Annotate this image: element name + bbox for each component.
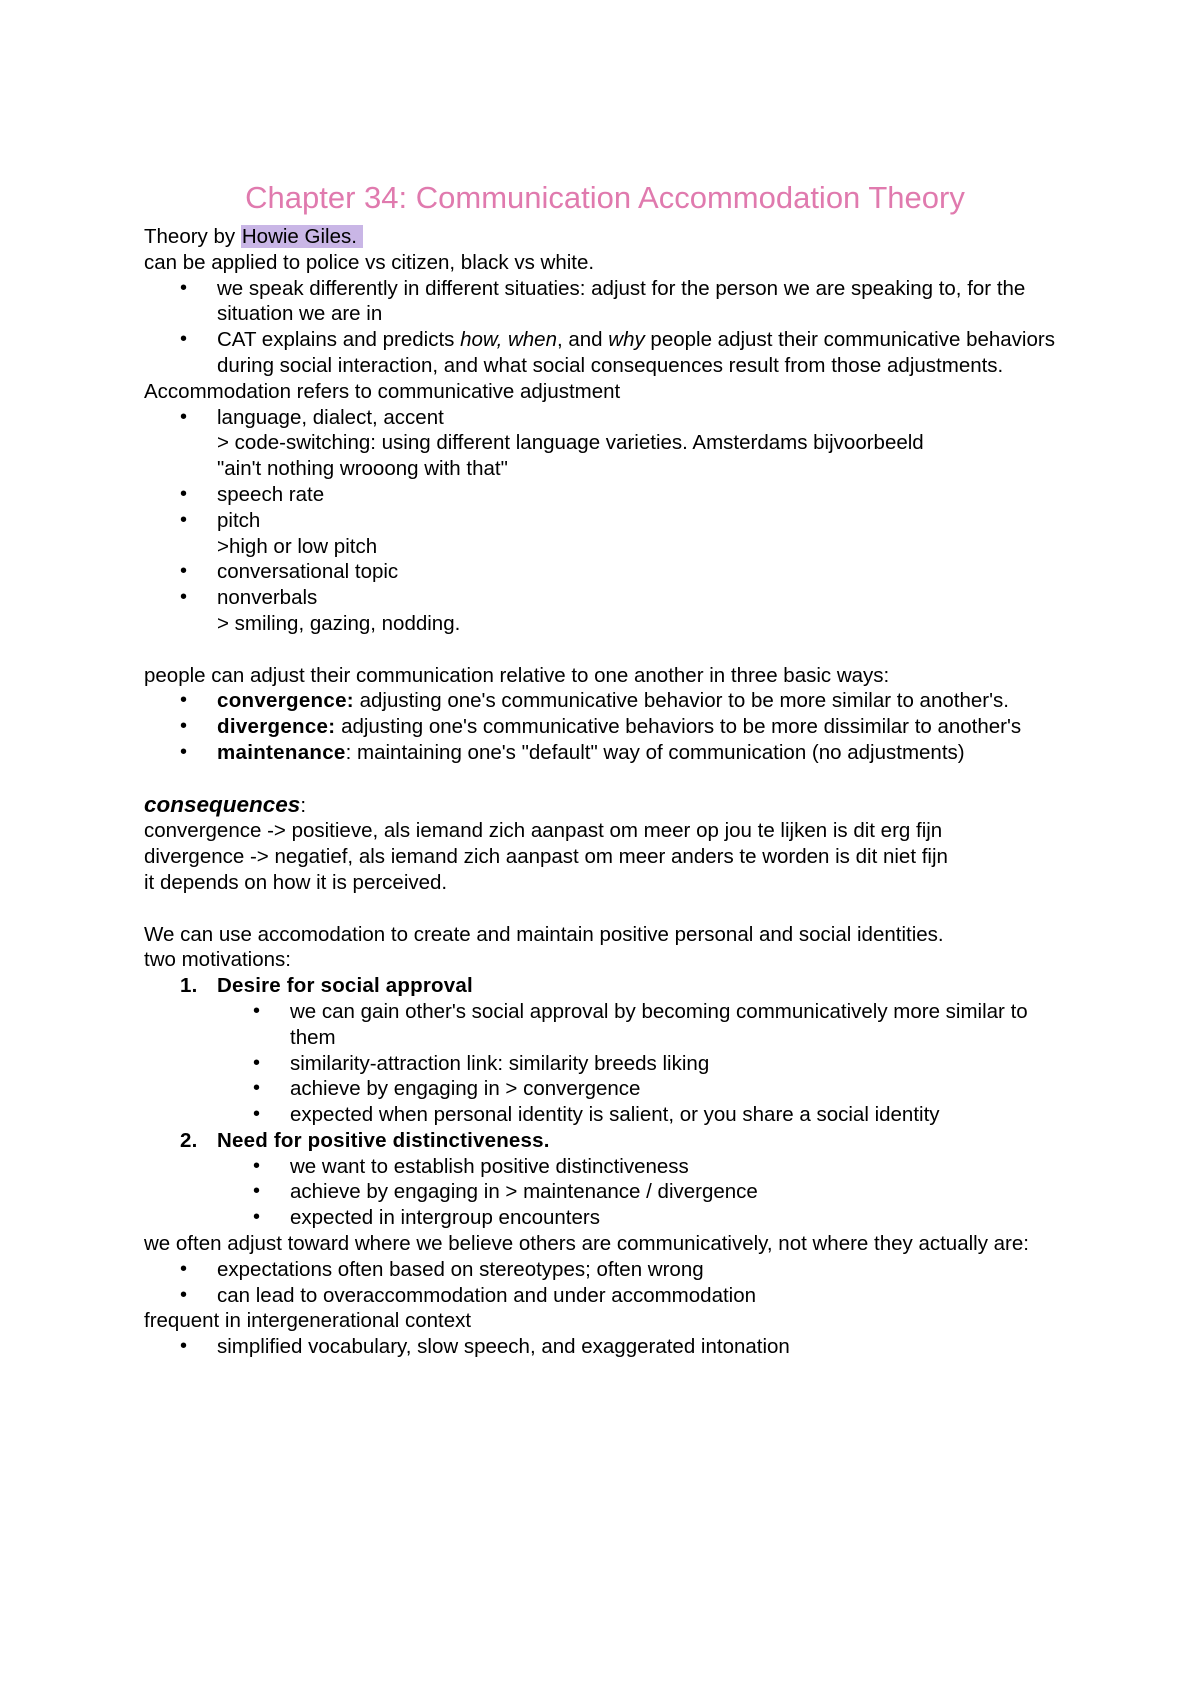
adjust-line: we often adjust toward where we believe others are communicatively, not where they actually are: bbox=[144, 1232, 1029, 1256]
definition: adjusting one's communicative behavior to be more similar to another's. bbox=[353, 689, 1009, 713]
adjust-bullets bbox=[144, 1257, 1074, 1309]
item-label: • speech rate bbox=[217, 482, 325, 506]
list-item: • expectations often based on stereotypes; often wrong bbox=[144, 1257, 1074, 1283]
consequences-heading-line bbox=[144, 792, 1074, 819]
item-note: >high or low pitch bbox=[217, 534, 378, 558]
list-item: • can lead to overaccommodation and under accommodation bbox=[144, 1283, 1074, 1309]
text-run: CAT explains and predicts bbox=[217, 328, 461, 352]
item-note: > smiling, gazing, nodding. bbox=[217, 611, 461, 635]
term: divergence: bbox=[217, 715, 336, 739]
list-item: • we speak differently in different situaties: adjust for the person we are speaking to, for the situation we are in bbox=[144, 276, 1074, 328]
list-item: • achieve by engaging in > convergence bbox=[144, 1076, 1074, 1102]
spacer bbox=[144, 637, 1074, 663]
text-run: people adjust their communicative behaviors during social interaction, and what social consequences result from those adjustments. bbox=[217, 328, 1055, 377]
list-item bbox=[144, 508, 1074, 560]
spacer bbox=[144, 896, 1074, 922]
list-item bbox=[144, 585, 1074, 637]
list-item bbox=[144, 740, 1074, 766]
motivations-list-2 bbox=[144, 1128, 1074, 1154]
list-item bbox=[144, 405, 1074, 482]
frequent-bullets bbox=[144, 1334, 1074, 1360]
document-page bbox=[144, 178, 1074, 1360]
accommodation-list bbox=[144, 405, 1074, 637]
theory-by-label: Theory by bbox=[144, 225, 241, 248]
consequences-heading: consequences bbox=[144, 791, 301, 817]
item-note: > code-switching: using different language varieties. Amsterdams bijvoorbeeld bbox=[217, 431, 924, 455]
list-item bbox=[144, 688, 1074, 714]
text-run: , and bbox=[556, 328, 609, 352]
consequence-line: it depends on how it is perceived. bbox=[144, 870, 448, 894]
definition: : maintaining one's "default" way of communication (no adjustments) bbox=[345, 740, 965, 764]
list-item bbox=[144, 559, 1074, 585]
frequent-line: frequent in intergenerational context bbox=[144, 1309, 472, 1333]
item-number: 2. bbox=[180, 1128, 198, 1152]
list-item: • achieve by engaging in > maintenance / divergence bbox=[144, 1179, 1074, 1205]
definition: adjusting one's communicative behaviors to be more dissimilar to another's bbox=[335, 715, 1022, 739]
item-label: • pitch bbox=[217, 508, 261, 532]
list-item: • we can gain other's social approval by becoming communicatively more similar to them bbox=[144, 999, 1074, 1051]
consequence-line: divergence -> negatief, als iemand zich aanpast om meer anders te worden is dit niet fijn bbox=[144, 845, 948, 869]
item-title: Need for positive distinctiveness. bbox=[217, 1128, 550, 1152]
intro-line bbox=[144, 224, 1074, 250]
numbered-item bbox=[144, 973, 1074, 999]
ways-heading: people can adjust their communication relative to one another in three basic ways: bbox=[144, 663, 890, 687]
author-highlight: Howie Giles. bbox=[241, 225, 363, 248]
intro-bullets bbox=[144, 276, 1074, 379]
list-item bbox=[144, 327, 1074, 379]
applied-line: can be applied to police vs citizen, black vs white. bbox=[144, 250, 595, 274]
accommodation-heading: Accommodation refers to communicative adjustment bbox=[144, 379, 621, 403]
list-item bbox=[144, 482, 1074, 508]
list-item: • we want to establish positive distinctiveness bbox=[144, 1154, 1074, 1180]
motivation-1-bullets bbox=[144, 999, 1074, 1128]
motivation-2-bullets bbox=[144, 1154, 1074, 1231]
colon: : bbox=[300, 793, 307, 817]
consequence-line: convergence -> positieve, als iemand zich aanpast om meer op jou te lijken is dit erg fijn bbox=[144, 819, 943, 843]
list-item bbox=[144, 714, 1074, 740]
list-item: • similarity-attraction link: similarity breeds liking bbox=[144, 1051, 1074, 1077]
item-title: Desire for social approval bbox=[217, 974, 473, 998]
motivations-list bbox=[144, 973, 1074, 999]
ways-list bbox=[144, 688, 1074, 765]
item-label: • language, dialect, accent bbox=[217, 405, 444, 429]
motivations-label: two motivations: bbox=[144, 948, 291, 972]
motivations-intro: We can use accomodation to create and maintain positive personal and social identities. bbox=[144, 922, 944, 946]
page-title: Chapter 34: Communication Accommodation Theory bbox=[245, 180, 965, 215]
term: maintenance bbox=[217, 740, 346, 764]
list-item: • expected in intergroup encounters bbox=[144, 1205, 1074, 1231]
list-item: • expected when personal identity is salient, or you share a social identity bbox=[144, 1102, 1074, 1128]
italic-text: why bbox=[608, 328, 645, 352]
italic-text: how, when bbox=[460, 328, 557, 352]
term: convergence: bbox=[217, 689, 354, 713]
item-note: "ain't nothing wrooong with that" bbox=[217, 457, 508, 481]
item-label: • nonverbals bbox=[217, 586, 318, 610]
list-item: • simplified vocabulary, slow speech, and exaggerated intonation bbox=[144, 1334, 1074, 1360]
numbered-item bbox=[144, 1128, 1074, 1154]
item-label: • conversational topic bbox=[217, 560, 399, 584]
item-number: 1. bbox=[180, 974, 198, 998]
spacer bbox=[144, 766, 1074, 792]
